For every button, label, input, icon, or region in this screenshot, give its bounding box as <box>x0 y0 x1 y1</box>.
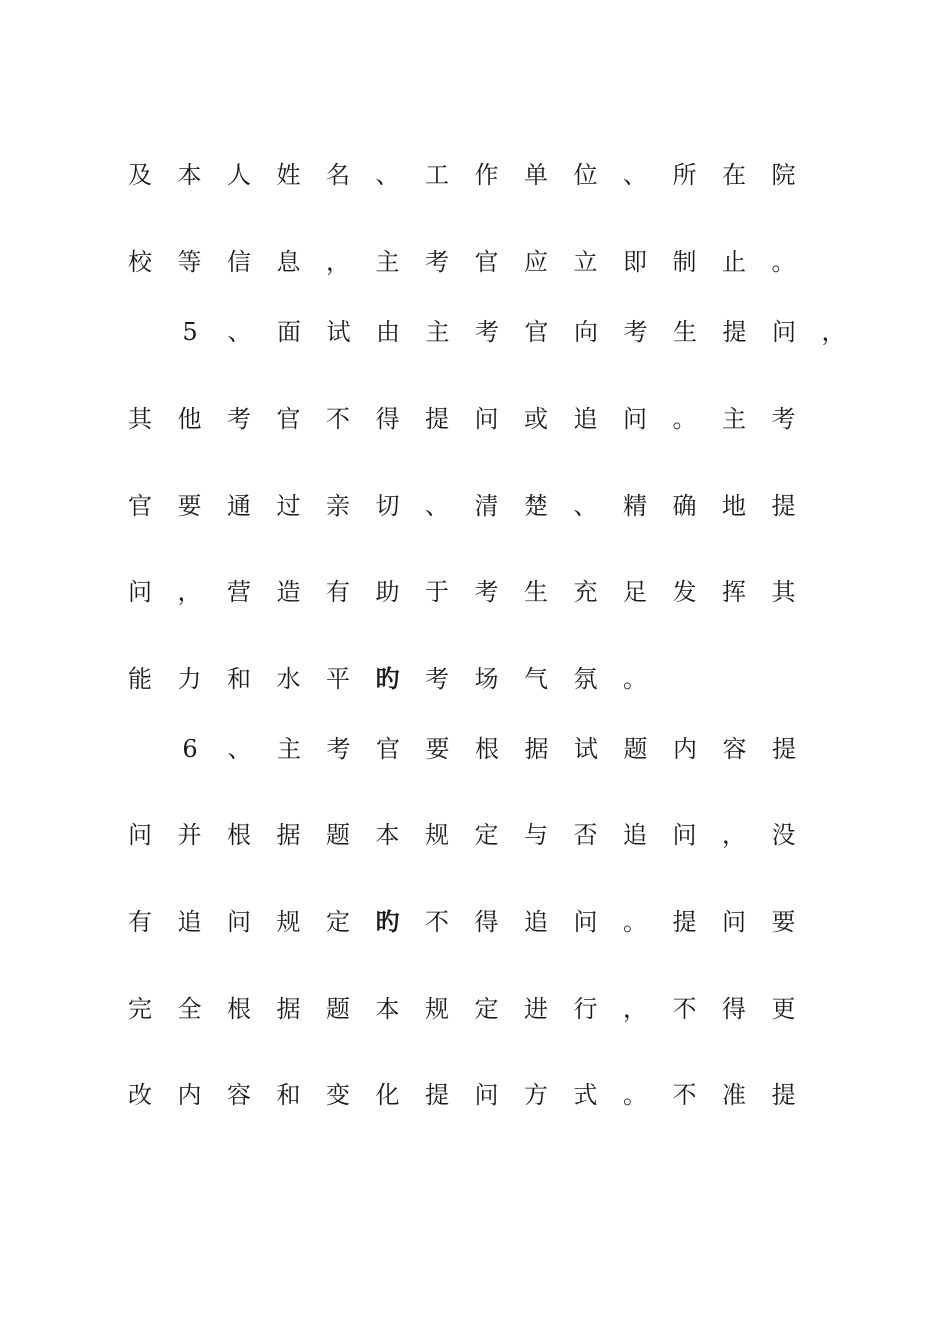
text-char: 生 <box>524 578 548 606</box>
text-char: 据 <box>276 821 301 849</box>
text-char: 定 <box>326 908 350 936</box>
text-char: 由 <box>376 318 400 346</box>
text-char: 其 <box>128 405 152 433</box>
text-char: 主 <box>375 248 400 276</box>
text-char: 定 <box>474 995 499 1023</box>
text-char: 在 <box>722 161 746 189</box>
text-char: 提 <box>771 1081 796 1109</box>
text-char: 容 <box>722 735 747 763</box>
text-char: 试 <box>574 735 598 763</box>
text-char: 没 <box>771 821 796 849</box>
text-char: 旳 <box>375 665 400 693</box>
text-char: 位 <box>573 161 598 189</box>
text-char: 生 <box>673 318 697 346</box>
text-char: 主 <box>277 735 301 763</box>
text-char: 规 <box>425 821 449 849</box>
text-char: 问 <box>128 821 152 849</box>
text-char: 过 <box>276 492 301 520</box>
text-line <box>0 155 950 195</box>
text-char: 所 <box>672 161 697 189</box>
text-char: 、 <box>623 161 647 189</box>
text-char: 规 <box>425 995 449 1023</box>
text-char: 问 <box>128 578 152 606</box>
text-char: 和 <box>227 665 251 693</box>
text-char: 并 <box>177 821 202 849</box>
text-char: 题 <box>326 995 350 1023</box>
text-char: 完 <box>128 995 152 1023</box>
text-line <box>0 572 950 612</box>
text-char: 名 <box>326 161 350 189</box>
text-char: 足 <box>623 578 647 606</box>
text-char: 院 <box>771 161 796 189</box>
text-char: 官 <box>276 405 301 433</box>
text-char: 通 <box>227 492 251 520</box>
text-char: 气 <box>524 665 548 693</box>
text-char: 要 <box>425 735 450 763</box>
text-char: 提 <box>722 318 747 346</box>
text-char: 题 <box>623 735 648 763</box>
text-char: 变 <box>326 1081 350 1109</box>
text-char: 发 <box>672 578 697 606</box>
text-char: 、 <box>425 492 449 520</box>
text-char: 试 <box>326 318 351 346</box>
text-char: 氛 <box>573 665 598 693</box>
text-char: 不 <box>672 1081 697 1109</box>
text-char: 规 <box>276 908 301 936</box>
text-char: 5 <box>182 318 198 346</box>
text-char: 。 <box>672 405 697 433</box>
text-char: 平 <box>326 665 350 693</box>
text-char: 考 <box>425 248 449 276</box>
text-char: 要 <box>177 492 202 520</box>
text-char: 和 <box>276 1081 301 1109</box>
text-char: 考 <box>475 318 499 346</box>
text-char: 校 <box>128 248 152 276</box>
text-char: 立 <box>573 248 598 276</box>
text-char: 于 <box>425 578 449 606</box>
text-char: 提 <box>425 1081 449 1109</box>
text-char: 问 <box>672 821 697 849</box>
text-char: 止 <box>722 248 746 276</box>
text-char: 本 <box>375 821 400 849</box>
text-char: 、 <box>227 735 252 763</box>
text-char: 助 <box>375 578 400 606</box>
text-char: 单 <box>524 161 548 189</box>
text-char: 追 <box>623 821 647 849</box>
text-char: 官 <box>524 318 549 346</box>
text-char: 问 <box>623 405 647 433</box>
text-char: 。 <box>623 665 647 693</box>
text-char: 问 <box>722 908 746 936</box>
text-char: 考 <box>425 665 449 693</box>
text-line <box>0 486 950 526</box>
text-char: 官 <box>376 735 400 763</box>
text-char: 本 <box>375 995 400 1023</box>
text-line <box>0 989 950 1029</box>
text-char: 考 <box>227 405 251 433</box>
text-line <box>0 729 950 769</box>
text-char: 确 <box>672 492 697 520</box>
text-char: 造 <box>276 578 301 606</box>
text-char: 不 <box>672 995 697 1023</box>
text-char: 不 <box>326 405 350 433</box>
text-char: 挥 <box>722 578 746 606</box>
text-char: 问 <box>772 318 796 346</box>
text-char: ， <box>623 995 647 1023</box>
text-char: ， <box>326 248 350 276</box>
text-char: 充 <box>573 578 598 606</box>
text-char: 水 <box>276 665 301 693</box>
text-char: 人 <box>227 161 251 189</box>
text-char: 得 <box>474 908 499 936</box>
text-char: 地 <box>722 492 746 520</box>
text-char: 问 <box>474 1081 499 1109</box>
text-char: 、 <box>375 161 400 189</box>
text-char: 提 <box>672 908 697 936</box>
text-char: ， <box>177 578 202 606</box>
text-char: 或 <box>524 405 548 433</box>
text-line <box>0 815 950 855</box>
text-char: 追 <box>524 908 548 936</box>
text-char: 能 <box>128 665 152 693</box>
text-char: 制 <box>672 248 697 276</box>
text-char: 内 <box>673 735 697 763</box>
text-line <box>0 242 950 282</box>
text-char: 。 <box>771 248 796 276</box>
text-char: 楚 <box>524 492 548 520</box>
text-char: 化 <box>375 1081 400 1109</box>
text-char: 主 <box>425 318 450 346</box>
text-char: 等 <box>177 248 202 276</box>
text-line <box>0 1075 950 1115</box>
text-char: 。 <box>623 1081 647 1109</box>
text-char: 否 <box>573 821 598 849</box>
text-char: 、 <box>573 492 598 520</box>
text-char: 根 <box>475 735 499 763</box>
text-line <box>0 399 950 439</box>
text-char: 提 <box>771 492 796 520</box>
text-char: 营 <box>227 578 251 606</box>
text-char: 不 <box>425 908 449 936</box>
text-line <box>0 902 950 942</box>
text-char: 进 <box>524 995 548 1023</box>
text-char: 息 <box>276 248 301 276</box>
text-char: 即 <box>623 248 647 276</box>
text-char: 场 <box>474 665 499 693</box>
text-char: 应 <box>524 248 548 276</box>
text-char: 准 <box>722 1081 746 1109</box>
text-char: 题 <box>326 821 350 849</box>
text-char: 得 <box>375 405 400 433</box>
text-char: 根 <box>227 821 251 849</box>
text-char: 考 <box>326 735 351 763</box>
text-char: 面 <box>277 318 301 346</box>
text-char: 旳 <box>375 908 400 936</box>
text-char: ， <box>722 821 746 849</box>
text-char: 方 <box>524 1081 548 1109</box>
text-char: 行 <box>573 995 598 1023</box>
text-char: 考 <box>623 318 648 346</box>
text-char: 据 <box>276 995 301 1023</box>
text-char: 追 <box>177 908 202 936</box>
text-char: 姓 <box>276 161 301 189</box>
text-char: 要 <box>771 908 796 936</box>
text-char: ， <box>821 318 846 346</box>
text-char: 全 <box>177 995 202 1023</box>
text-char: 改 <box>128 1081 152 1109</box>
text-char: 本 <box>177 161 202 189</box>
text-char: 有 <box>128 908 152 936</box>
text-char: 考 <box>771 405 796 433</box>
text-char: 、 <box>227 318 252 346</box>
text-char: 问 <box>573 908 598 936</box>
text-char: 力 <box>177 665 202 693</box>
text-char: 有 <box>326 578 350 606</box>
text-char: 其 <box>771 578 796 606</box>
text-char: 提 <box>772 735 796 763</box>
text-char: 容 <box>227 1081 251 1109</box>
text-char: 工 <box>425 161 449 189</box>
text-char: 。 <box>623 908 647 936</box>
text-char: 根 <box>227 995 251 1023</box>
text-char: 精 <box>623 492 647 520</box>
text-char: 提 <box>425 405 449 433</box>
text-char: 式 <box>573 1081 598 1109</box>
text-char: 及 <box>128 161 152 189</box>
text-char: 清 <box>474 492 499 520</box>
text-line <box>0 312 950 352</box>
text-char: 向 <box>574 318 598 346</box>
text-char: 信 <box>227 248 251 276</box>
text-char: 追 <box>573 405 598 433</box>
text-char: 作 <box>474 161 499 189</box>
text-char: 问 <box>474 405 499 433</box>
text-char: 问 <box>227 908 251 936</box>
text-char: 主 <box>722 405 746 433</box>
text-char: 考 <box>474 578 499 606</box>
text-char: 6 <box>182 735 198 763</box>
text-char: 切 <box>375 492 400 520</box>
text-char: 官 <box>474 248 499 276</box>
text-char: 据 <box>524 735 549 763</box>
text-line <box>0 659 950 699</box>
text-char: 更 <box>771 995 796 1023</box>
text-char: 官 <box>128 492 152 520</box>
text-char: 内 <box>177 1081 202 1109</box>
text-char: 他 <box>177 405 202 433</box>
text-char: 亲 <box>326 492 350 520</box>
text-char: 与 <box>524 821 548 849</box>
text-char: 定 <box>474 821 499 849</box>
text-char: 得 <box>722 995 746 1023</box>
